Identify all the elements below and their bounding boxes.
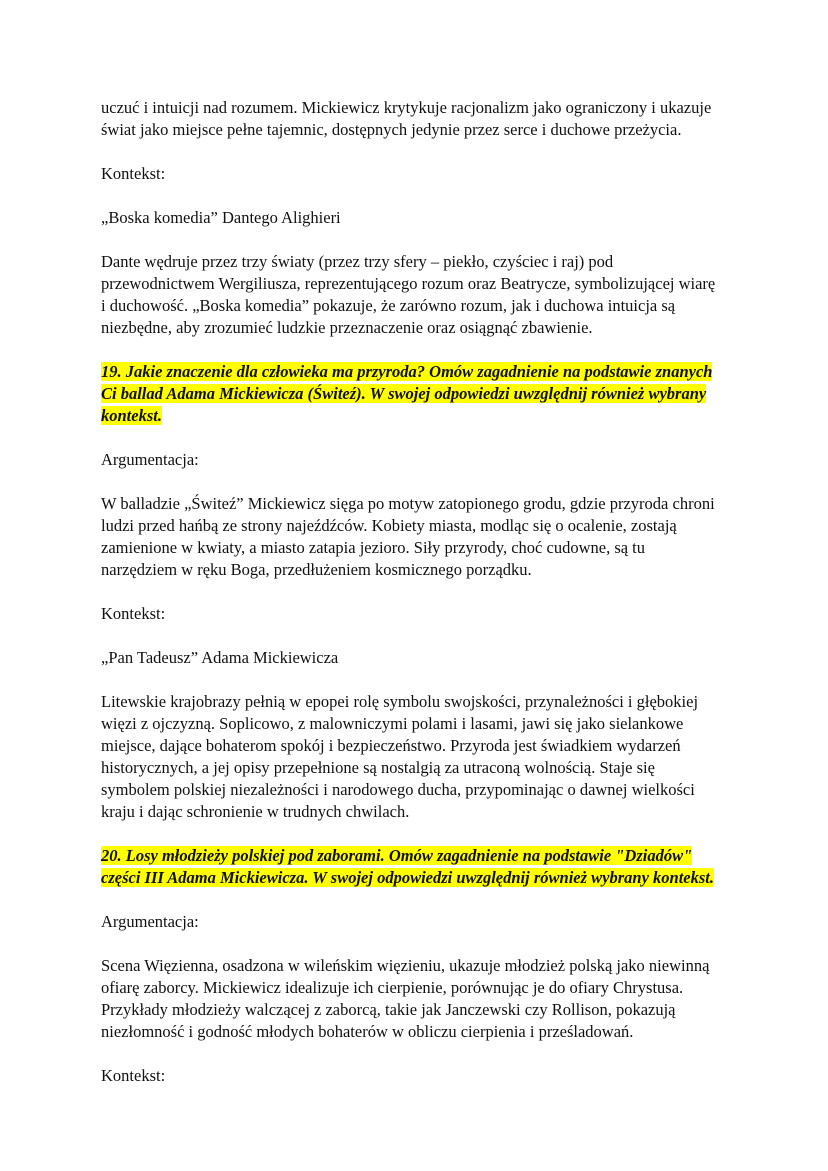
question-20-text: 20. Losy młodzieży polskiej pod zaborami. Omów zagadnienie na podstawie "Dziadów" części III Adama Mickiewicza. W swojej odpowiedzi uwzględnij również wybrany kontekst. <box>101 846 714 887</box>
question-19-text: 19. Jakie znaczenie dla człowieka ma przyroda? Omów zagadnienie na podstawie znanych Ci ballad Adama Mickiewicza (Świteź). W swojej odpowiedzi uwzględnij również wybrany kontekst. <box>101 362 713 425</box>
document-page <box>101 97 741 1087</box>
context-title-boska-komedia: „Boska komedia” Dantego Alighieri <box>101 208 341 227</box>
paragraph-pan-tadeusz: Litewskie krajobrazy pełnią w epopei rolę symbolu swojskości, przynależności i głębokiej więzi z ojczyzną. Soplicowo, z malowniczymi polami i lasami, jawi się jako sielankowe miejsce, dające bohaterom spokój i bezpieczeństwo. Przyroda jest świadkiem wydarzeń historycznych, a jej opisy przepełnione są nostalgią za utraconą wolnością. Staje się symbolem polskiej niezależności i narodowego ducha, przypominając o dawnej wielkości kraju i dając schronienie w trudnych chwilach. <box>101 692 699 821</box>
question-19-heading <box>101 361 741 427</box>
context-title-pan-tadeusz: „Pan Tadeusz” Adama Mickiewicza <box>101 648 339 667</box>
paragraph-switez: W balladzie „Świteź” Mickiewicz sięga po motyw zatopionego grodu, gdzie przyroda chroni ludzi przed hańbą ze strony najeźdźców. Kobiety miasta, modląc się o ocalenie, zostają zamienione w kwiaty, a miasto zatapia jezioro. Siły przyrody, choć cudowne, są tu narzędziem w ręku Boga, przedłużeniem kosmicznego porządku. <box>101 494 715 579</box>
paragraph-dziady: Scena Więzienna, osadzona w wileńskim więzieniu, ukazuje młodzież polską jako niewinną ofiarę zaborcy. Mickiewicz idealizuje ich cierpienie, porównując je do ofiary Chrystusa. Przykłady młodzieży walczącej z zaborcą, takie jak Janczewski czy Rollison, pokazują niezłomność i godność młodych bohaterów w obliczu cierpienia i prześladowań. <box>101 956 710 1041</box>
paragraph-dante: Dante wędruje przez trzy światy (przez trzy sfery – piekło, czyściec i raj) pod przewodnictwem Wergiliusza, reprezentującego rozum oraz Beatrycze, symbolizującej wiarę i duchowość. „Boska komedia” pokazuje, że zarówno rozum, jak i duchowa intuicja są niezbędne, aby zrozumieć ludzkie przeznaczenie oraz osiągnąć zbawienie. <box>101 252 716 337</box>
paragraph-rationalism: uczuć i intuicji nad rozumem. Mickiewicz krytykuje racjonalizm jako ograniczony i ukazuje świat jako miejsce pełne tajemnic, dostępnych jedynie przez serce i duchowe przeżycia. <box>101 98 712 139</box>
label-kontekst: Kontekst: <box>101 164 166 183</box>
label-argumentacja: Argumentacja: <box>101 912 199 931</box>
label-kontekst: Kontekst: <box>101 1066 166 1085</box>
label-kontekst: Kontekst: <box>101 604 166 623</box>
label-argumentacja: Argumentacja: <box>101 450 199 469</box>
question-20-heading <box>101 845 741 889</box>
